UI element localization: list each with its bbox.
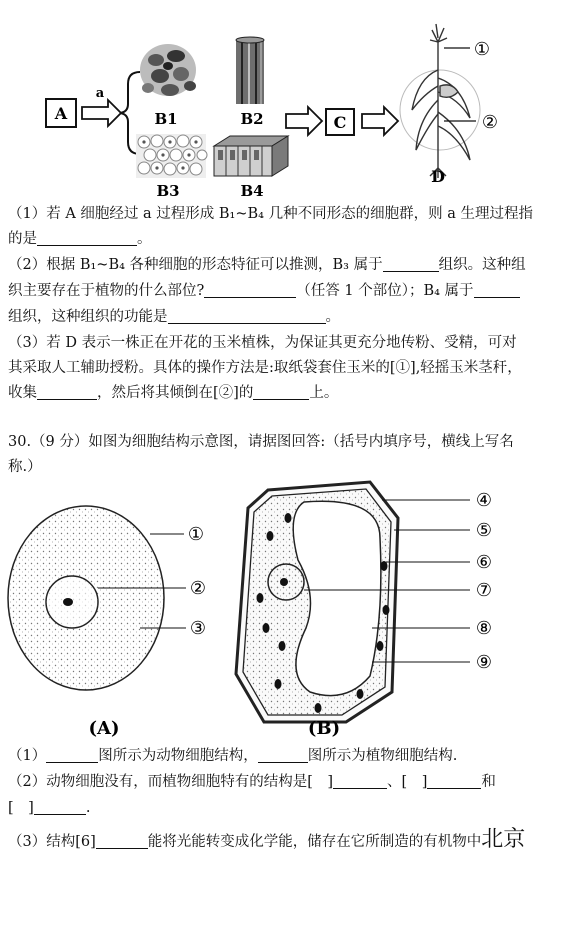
q29-p2-line3 <box>8 305 340 329</box>
q29-p3-text-b: ，然后将其倾倒在[②]的 <box>97 385 254 401</box>
q29-p2-line2 <box>8 279 520 303</box>
animal-label-1: ① <box>187 524 205 545</box>
b3-label: B3 <box>156 182 180 200</box>
q29-p3-text-c: 上。 <box>309 385 339 401</box>
q30-heading-line1: 30.（9 分）如图为细胞结构示意图，请据图回答:（括号内填序号，横线上写名 <box>8 434 514 450</box>
caption-b: (B) <box>307 718 341 739</box>
q29-p2-blank-4[interactable] <box>168 307 326 324</box>
q29-p3-line1: （3）若 D 表示一株正在开花的玉米植株，为保证其更充分地传粉、受精，可对 <box>8 335 517 351</box>
arrow-to-d <box>362 107 398 135</box>
q30-p3-text-a: （3）结构[6] <box>8 834 96 850</box>
q30-p2-blank-1[interactable] <box>333 772 387 789</box>
q29-p1-text-a: 的是 <box>8 231 37 247</box>
q29-p3-line2: 其采取人工辅助授粉。具体的操作方法是:取纸袋套住玉米的[①],轻摇玉米茎秆， <box>8 360 522 376</box>
q30-p3-text-b: 能将光能转变成化学能，储存在它所制造的有机物中 <box>147 834 482 850</box>
plant-label-9: ⑨ <box>475 652 493 673</box>
q30-p2-text-b: 、[ ] <box>387 774 428 790</box>
q29-p2-blank-2[interactable] <box>204 281 296 298</box>
q29-p2-blank-3[interactable] <box>474 281 520 298</box>
caption-a: (A) <box>88 718 120 739</box>
q30-p1-text-b: 图所示为动物细胞结构， <box>98 748 258 764</box>
q29-p2-text-b: 组织。这种组 <box>438 257 526 273</box>
q30-p2-text-d: [ ] <box>8 800 34 816</box>
marker-1: ① <box>473 39 491 60</box>
q30-p2-text-a: （2）动物细胞没有，而植物细胞特有的结构是[ ] <box>8 774 334 790</box>
tissue-flow-diagram <box>0 0 582 200</box>
q29-p2-text-e: 组织，这种组织的功能是 <box>8 309 168 325</box>
q30-p3 <box>8 828 525 854</box>
plant-label-8: ⑧ <box>475 618 493 639</box>
q29-p1-blank[interactable] <box>37 229 137 246</box>
animal-label-3: ③ <box>189 618 207 639</box>
q29-p2-line1 <box>8 253 526 277</box>
plant-label: D <box>431 167 445 186</box>
q30-p3-blank-1[interactable] <box>96 832 148 849</box>
q30-p2-line1 <box>8 770 496 794</box>
q29-p2-text-a: （2）根据 B₁~B₄ 各种细胞的形态特征可以推测，B₃ 属于 <box>8 257 383 273</box>
arrow-a <box>82 100 121 126</box>
box-c-label: C <box>333 113 347 132</box>
q29-p2-text-c: 织主要存在于植物的什么部位? <box>8 283 205 299</box>
plant-label-6: ⑥ <box>475 552 493 573</box>
q29-p3-blank-2[interactable] <box>253 383 309 400</box>
arrow-a-label: a <box>95 86 105 101</box>
plant-cell <box>236 482 398 722</box>
q30-p3-text-c: 北京 <box>481 827 526 852</box>
q30-p2-blank-3[interactable] <box>34 798 86 815</box>
q30-p2-line2 <box>8 796 90 820</box>
b2-label: B2 <box>240 110 264 128</box>
animal-label-2: ② <box>189 578 207 599</box>
b4-tissue-block <box>214 136 288 176</box>
q29-p1-text-b: 。 <box>137 231 152 247</box>
q30-p2-text-e: . <box>85 800 91 816</box>
q30-p1-text-c: 图所示为植物细胞结构. <box>307 748 458 764</box>
q30-p2-text-c: 和 <box>481 774 496 790</box>
q30-p1-blank-1[interactable] <box>46 746 98 763</box>
b3-cell-sheet <box>136 134 207 178</box>
q29-p2-text-d: （任答 1 个部位）；B₄ 属于 <box>296 283 474 299</box>
b2-fiber-bundle <box>236 37 264 104</box>
q29-p1-line1: （1）若 A 细胞经过 a 过程形成 B₁~B₄ 几种不同形态的细胞群，则 a 生理过程指 <box>8 206 533 222</box>
corn-plant <box>400 24 480 178</box>
plant-label-4: ④ <box>475 490 493 511</box>
box-a-label: A <box>54 104 68 123</box>
plant-label-7: ⑦ <box>475 580 493 601</box>
animal-cell <box>8 506 164 690</box>
q29-p1-line2 <box>8 227 152 251</box>
marker-2: ② <box>481 112 499 133</box>
q30-p1 <box>8 744 457 768</box>
cell-structure-diagram <box>0 478 582 740</box>
b1-cell-cluster <box>140 44 196 96</box>
q29-p3-line3 <box>8 381 338 405</box>
plant-label-5: ⑤ <box>475 520 493 541</box>
q29-p2-blank-1[interactable] <box>383 255 439 272</box>
q30-heading-line2: 称.） <box>8 459 42 475</box>
q29-p3-text-a: 收集 <box>8 385 37 401</box>
q29-p3-blank-1[interactable] <box>37 383 97 400</box>
q30-p1-blank-2[interactable] <box>258 746 308 763</box>
q30-p2-blank-2[interactable] <box>427 772 481 789</box>
q30-p1-text-a: （1） <box>8 748 47 764</box>
b1-label: B1 <box>154 110 178 128</box>
q29-p2-text-f: 。 <box>325 309 340 325</box>
arrow-to-c <box>286 107 322 135</box>
b4-label: B4 <box>240 182 264 200</box>
